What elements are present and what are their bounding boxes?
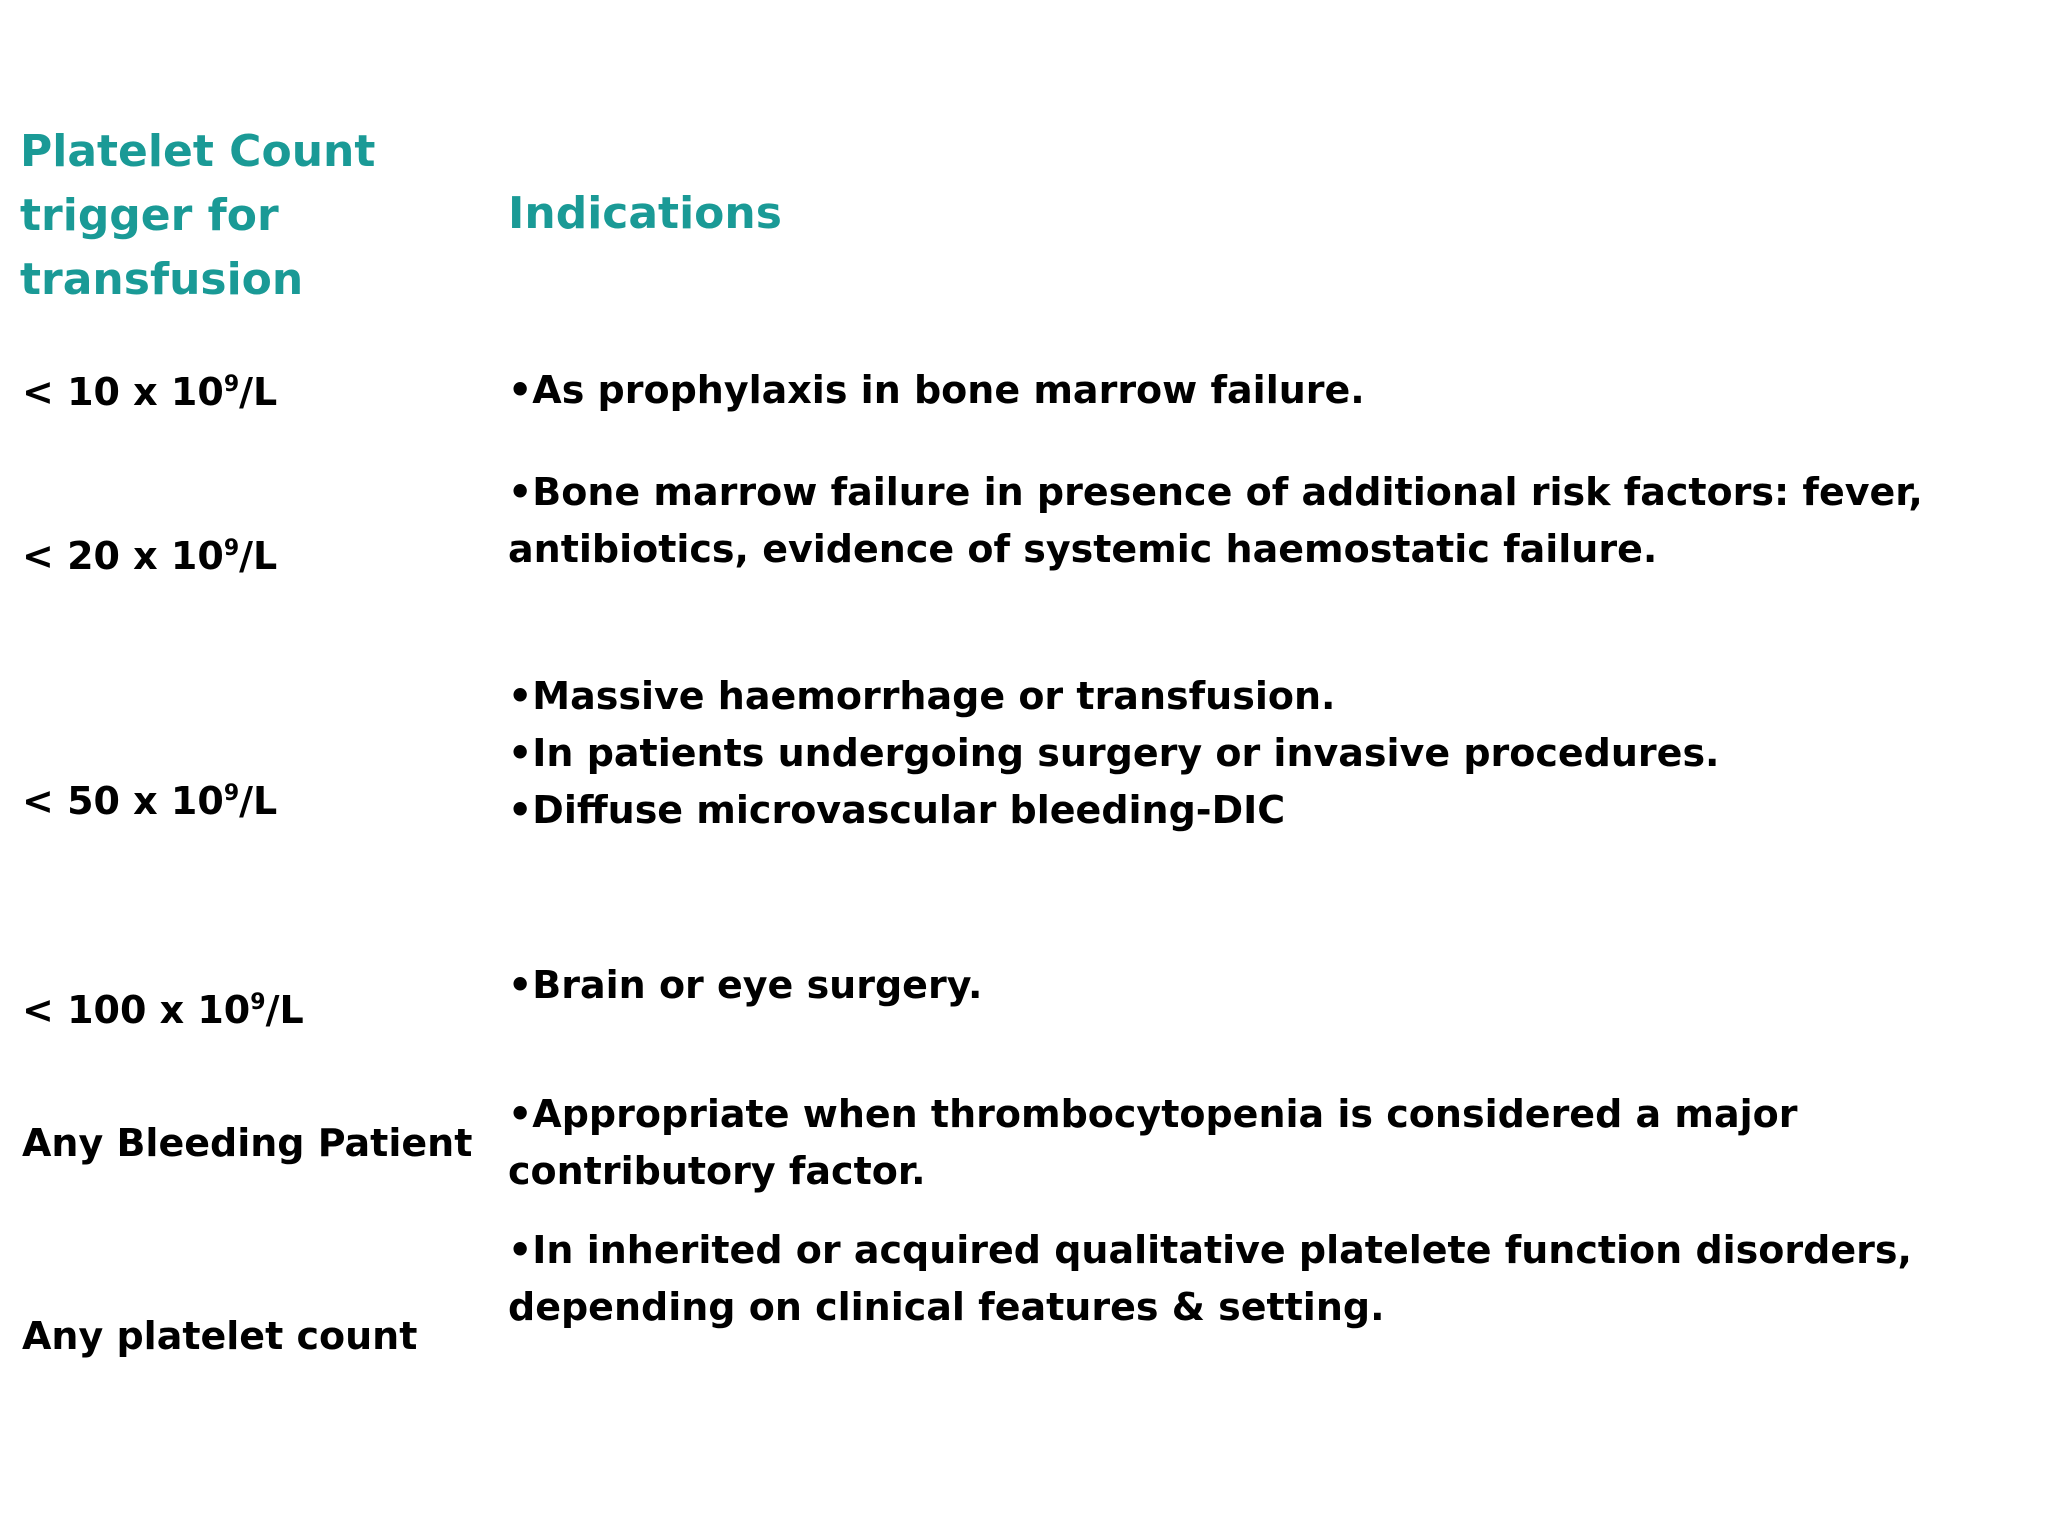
indication-item: •Bone marrow failure in presence of additional risk factors: fever, antibiotics, evidence of systemic haemostatic failure. bbox=[508, 470, 1923, 571]
indication-item: •Appropriate when thrombocytopenia is considered a major contributory factor. bbox=[508, 1092, 1798, 1193]
indication-any-platelet-count bbox=[508, 1222, 2028, 1336]
trigger-any-platelet-count: Any platelet count bbox=[22, 1314, 418, 1358]
indication-item: •As prophylaxis in bone marrow failure. bbox=[508, 368, 1365, 412]
indication-item: •In inherited or acquired qualitative platelete function disorders, depending on clinical features & setting. bbox=[508, 1228, 1912, 1329]
trigger-bleeding-patient: Any Bleeding Patient bbox=[22, 1121, 473, 1165]
indication-50 bbox=[508, 668, 2028, 839]
trigger-100: < 100 x $10^9/L$ bbox=[22, 988, 304, 1032]
indication-20 bbox=[508, 464, 2028, 578]
indication-item: •Massive haemorrhage or transfusion. bbox=[508, 674, 1336, 718]
indications-column-heading: Indications bbox=[508, 188, 782, 239]
indication-item: •In patients undergoing surgery or invasive procedures. bbox=[508, 731, 1720, 775]
indication-100 bbox=[508, 957, 2028, 1014]
trigger-10: < 10 x $10^9/L$ bbox=[22, 370, 278, 414]
indication-bleeding-patient bbox=[508, 1086, 2028, 1200]
indication-10 bbox=[508, 362, 2028, 419]
trigger-20: < 20 x $10^9/L$ bbox=[22, 534, 278, 578]
trigger-column-heading: Platelet Count trigger for transfusion bbox=[20, 126, 376, 305]
trigger-50: < 50 x $10^9/L$ bbox=[22, 779, 278, 823]
indication-item: •Brain or eye surgery. bbox=[508, 963, 983, 1007]
indication-item: •Diffuse microvascular bleeding-DIC bbox=[508, 788, 1286, 832]
